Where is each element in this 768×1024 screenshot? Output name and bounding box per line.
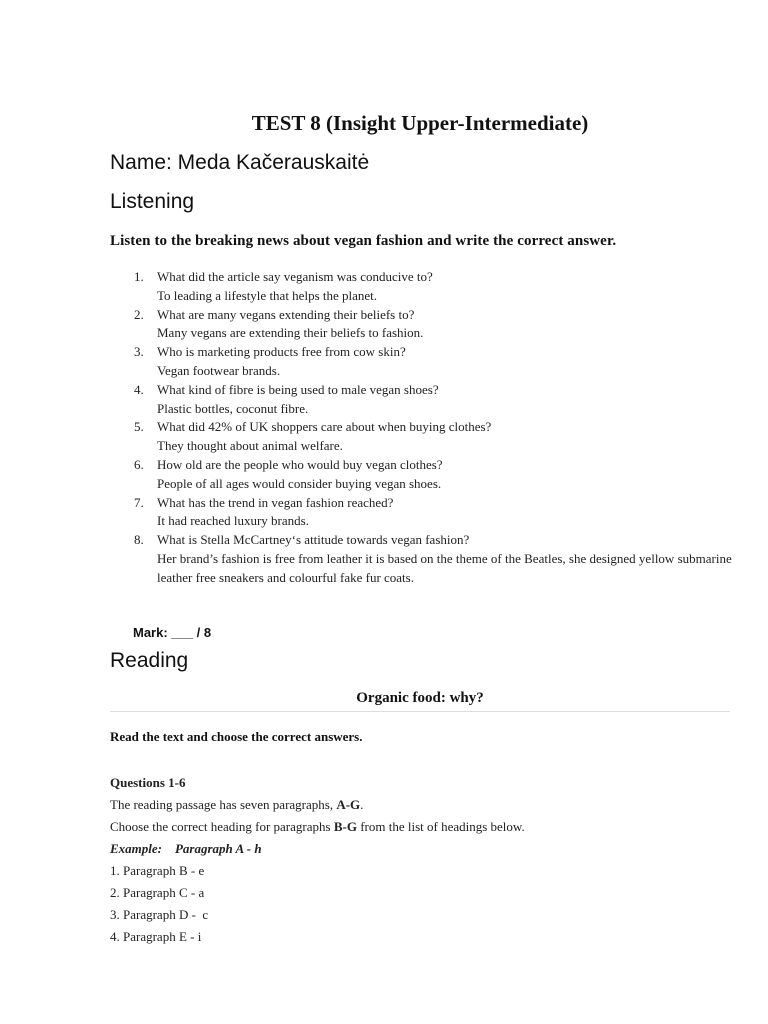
listening-mark: Mark: ___ / 8: [133, 625, 212, 640]
list-item: [110, 268, 750, 306]
list-item: [110, 306, 750, 344]
answer-text: Her brand’s fashion is free from leather it is based on the theme of the Beatles, she designed yellow submarine leather free sneakers and colourful fake fur coats.: [157, 550, 732, 585]
answer-line: 4. Paragraph E - i: [110, 929, 202, 944]
passage-suffix: .: [360, 797, 364, 812]
passage-description: [110, 794, 525, 816]
item-number: 1.: [134, 269, 144, 284]
questions-label: Questions 1-6: [110, 775, 186, 790]
divider: [110, 711, 730, 712]
item-number: 2.: [134, 306, 144, 322]
list-item: [110, 343, 750, 381]
reading-instruction: Read the text and choose the correct answers.: [110, 729, 363, 744]
list-item: [110, 418, 750, 456]
choose-suffix: from the list of headings below.: [356, 819, 525, 834]
answer-line: 3. Paragraph D - c: [110, 907, 209, 922]
listening-heading: Listening: [110, 190, 195, 213]
answer-text: Plastic bottles, coconut fibre.: [157, 400, 309, 416]
answer-line: 1. Paragraph B - e: [110, 863, 205, 878]
question-text: What did the article say veganism was conducive to?: [157, 269, 433, 284]
passage-range: A-G: [336, 797, 361, 812]
student-name: Name: Meda Kačerauskaitė: [110, 151, 370, 174]
answer-text: People of all ages would consider buying vegan shoes.: [157, 475, 442, 491]
page-title: TEST 8 (Insight Upper-Intermediate): [251, 111, 589, 135]
list-item: [110, 494, 750, 532]
question-text: Who is marketing products free from cow skin?: [157, 344, 406, 360]
question-text: How old are the people who would buy vegan clothes?: [157, 456, 443, 472]
answer-text: It had reached luxury brands.: [157, 513, 309, 529]
choose-range: B-G: [333, 819, 357, 834]
item-number: 6.: [134, 456, 144, 472]
answer-line: 2. Paragraph C - a: [110, 885, 205, 900]
question-text: What are many vegans extending their beliefs to?: [157, 306, 415, 322]
listening-question-list: [110, 268, 750, 588]
question-text: What has the trend in vegan fashion reached?: [157, 494, 394, 510]
article-title: Organic food: why?: [356, 690, 484, 706]
answer-text: To leading a lifestyle that helps the planet.: [157, 287, 378, 303]
list-item: [110, 456, 750, 494]
list-item: [110, 381, 750, 419]
answer-text: Many vegans are extending their beliefs to fashion.: [157, 325, 424, 341]
choose-instruction: [110, 816, 525, 838]
answer-text: Vegan footwear brands.: [157, 362, 281, 378]
item-number: 5.: [134, 419, 144, 435]
listening-instruction: Listen to the breaking news about vegan fashion and write the correct answer.: [110, 233, 617, 249]
example-line: Example: Paragraph A - h: [110, 841, 262, 856]
question-text: What is Stella McCartney‘s attitude towards vegan fashion?: [157, 532, 470, 548]
answer-text: They thought about animal welfare.: [157, 438, 343, 454]
item-number: 8.: [134, 532, 144, 548]
answer-list: [110, 860, 525, 948]
item-number: 4.: [134, 381, 144, 397]
item-number: 3.: [134, 344, 144, 360]
reading-heading: Reading: [110, 649, 189, 672]
question-text: What kind of fibre is being used to male vegan shoes?: [157, 381, 439, 397]
list-item: [110, 531, 750, 587]
question-text: What did 42% of UK shoppers care about when buying clothes?: [157, 419, 492, 435]
passage-prefix: The reading passage has seven paragraphs,: [110, 797, 337, 812]
choose-prefix: Choose the correct heading for paragraphs: [110, 819, 334, 834]
item-number: 7.: [134, 494, 144, 510]
reading-questions: [110, 772, 525, 948]
